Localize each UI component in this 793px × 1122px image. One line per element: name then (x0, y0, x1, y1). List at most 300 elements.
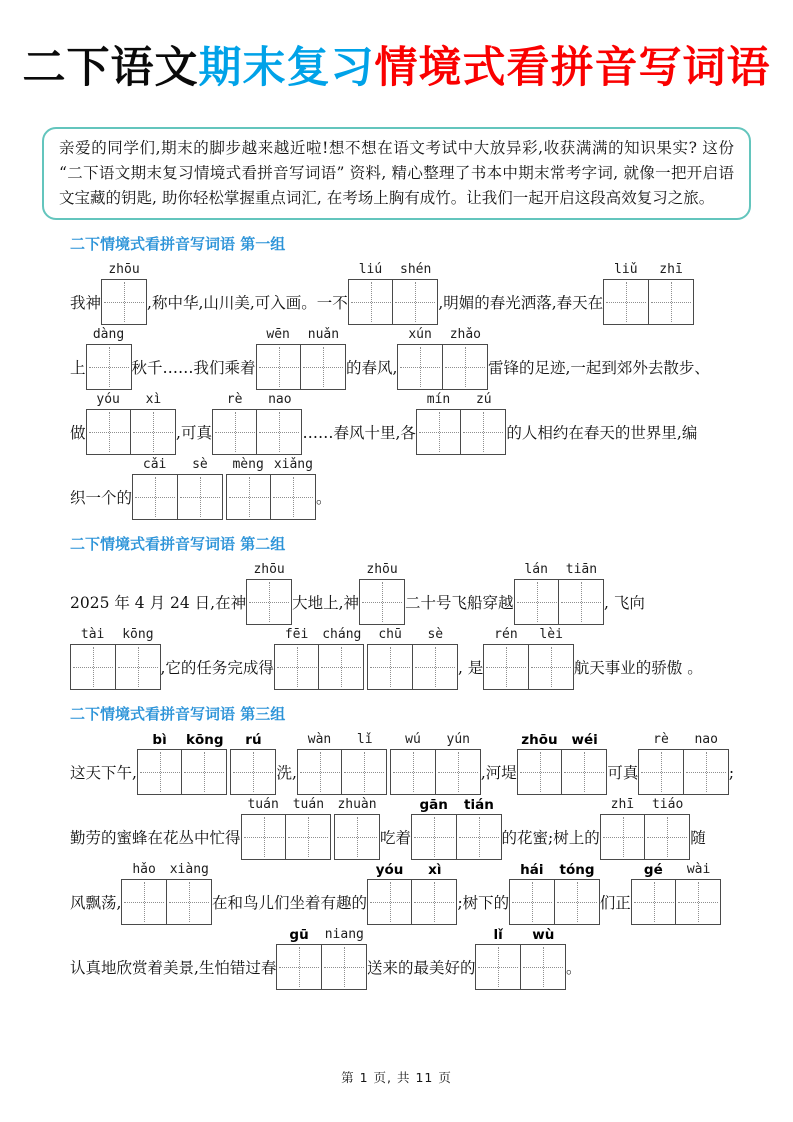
box-center-hline (634, 902, 674, 903)
pinyin-syllable: niang (324, 927, 364, 943)
writing-box[interactable] (483, 644, 529, 690)
pinyin-syllable: zhōu (253, 562, 285, 578)
writing-box[interactable] (334, 814, 380, 860)
pinyin-label-row (475, 926, 566, 944)
writing-box[interactable] (300, 344, 346, 390)
writing-box[interactable] (256, 344, 302, 390)
writing-box[interactable] (517, 749, 563, 795)
box-center-hline (244, 837, 284, 838)
pinyin-syllable: mèng (232, 457, 264, 473)
pinyin-label-row (241, 796, 332, 814)
pinyin-syllable: zhī (610, 797, 635, 813)
writing-box[interactable] (554, 879, 600, 925)
line-text: 这天下午, (70, 764, 137, 783)
writing-box-row (230, 749, 276, 795)
line-text: , 是 (457, 659, 484, 678)
pinyin-box-group (416, 391, 507, 455)
pinyin-box-group (121, 861, 212, 925)
pinyin-syllable: nao (694, 732, 718, 748)
writing-box-row (509, 879, 600, 925)
title-part-topic: 情境式看拼音写词语 (374, 43, 771, 93)
writing-box[interactable] (177, 474, 223, 520)
box-center-hline (370, 667, 410, 668)
pinyin-syllable: zhōu (521, 732, 558, 749)
writing-box[interactable] (416, 409, 462, 455)
writing-box[interactable] (285, 814, 331, 860)
pinyin-label-row (600, 796, 691, 814)
pinyin-syllable: xiǎng (273, 457, 313, 473)
writing-box[interactable] (397, 344, 443, 390)
pinyin-syllable: wú (405, 732, 421, 748)
writing-box-row (390, 749, 481, 795)
pinyin-syllable: lǐ (493, 927, 503, 944)
writing-box-row (367, 644, 458, 690)
line-text: 的人相约在春天的世界里,编 (506, 424, 698, 443)
writing-box[interactable] (412, 644, 458, 690)
writing-box-row (334, 814, 380, 860)
line-text: ,明媚的春光洒落,春天在 (438, 294, 604, 313)
line-text: 做 (70, 424, 86, 443)
line-text: 雷锋的足迹,一起到郊外去散步、 (487, 359, 710, 378)
writing-box[interactable] (132, 474, 178, 520)
pinyin-label-row (483, 626, 574, 644)
pinyin-syllable: zhōu (366, 562, 398, 578)
pinyin-syllable: cǎi (142, 457, 167, 473)
pinyin-label-row (230, 731, 276, 749)
writing-box[interactable] (675, 879, 721, 925)
pinyin-box-group (475, 926, 566, 990)
writing-box-row (517, 749, 608, 795)
box-center-hline (288, 837, 328, 838)
pinyin-box-group (334, 796, 380, 860)
box-center-hline (215, 432, 255, 433)
pinyin-syllable: mín (426, 392, 451, 408)
pinyin-label-row (411, 796, 502, 814)
line-text: 风飘荡, (70, 894, 122, 913)
box-center-hline (324, 967, 364, 968)
writing-box-row (631, 879, 722, 925)
pinyin-syllable: lèi (539, 627, 563, 643)
line-text: 二十号飞船穿越 (405, 594, 514, 613)
writing-box-row (274, 644, 365, 690)
line-text: 2025 年 4 月 24 日,在神 (70, 594, 247, 613)
pinyin-syllable: kōng (122, 627, 154, 643)
box-center-hline (73, 667, 113, 668)
box-center-hline (229, 497, 269, 498)
writing-box[interactable] (274, 644, 320, 690)
box-center-hline (169, 902, 209, 903)
writing-box[interactable] (561, 749, 607, 795)
pinyin-syllable: wēn (266, 327, 290, 343)
box-center-hline (259, 367, 299, 368)
box-center-hline (561, 602, 601, 603)
pinyin-syllable: dàng (92, 327, 125, 343)
pinyin-syllable: gé (643, 862, 663, 879)
pinyin-syllable: tiáo (651, 797, 684, 813)
writing-box[interactable] (509, 879, 555, 925)
pinyin-box-group (230, 731, 276, 795)
box-center-hline (184, 772, 224, 773)
writing-box-row (367, 879, 458, 925)
writing-box[interactable] (631, 879, 677, 925)
pinyin-syllable: rú (245, 732, 262, 749)
pinyin-label-row (132, 456, 223, 474)
pinyin-syllable: lán (524, 562, 548, 578)
pinyin-syllable: yóu (96, 392, 120, 408)
box-center-hline (395, 302, 435, 303)
line-text: 。 (565, 959, 582, 978)
writing-box-row (256, 344, 347, 390)
writing-box[interactable] (86, 344, 132, 390)
box-center-hline (512, 902, 552, 903)
writing-box[interactable] (121, 879, 167, 925)
box-center-hline (337, 837, 377, 838)
box-center-hline (273, 497, 313, 498)
pinyin-syllable: fēi (284, 627, 309, 643)
writing-box[interactable] (246, 579, 292, 625)
pinyin-label-row (509, 861, 600, 879)
line-text: 织一个的 (70, 489, 133, 508)
writing-box[interactable] (435, 749, 481, 795)
box-center-hline (279, 967, 319, 968)
box-center-hline (419, 432, 459, 433)
box-center-hline (300, 772, 340, 773)
box-center-hline (89, 367, 129, 368)
pinyin-box-group (359, 561, 405, 625)
writing-box[interactable] (367, 644, 413, 690)
writing-box[interactable] (390, 749, 436, 795)
pinyin-box-group (603, 261, 694, 325)
pinyin-label-row (397, 326, 488, 344)
writing-box[interactable] (212, 409, 258, 455)
box-center-hline (249, 602, 289, 603)
line-text: ; (728, 764, 735, 783)
box-center-hline (259, 432, 299, 433)
writing-box[interactable] (241, 814, 287, 860)
writing-box[interactable] (230, 749, 276, 795)
pinyin-label-row (276, 926, 367, 944)
box-center-hline (89, 432, 129, 433)
pinyin-label-row (514, 561, 605, 579)
pinyin-syllable: bì (152, 732, 167, 749)
line-text: 的花蜜;树上的 (501, 829, 600, 848)
box-center-hline (414, 902, 454, 903)
pinyin-syllable: liú (358, 262, 383, 278)
writing-box[interactable] (270, 474, 316, 520)
pinyin-syllable: shén (400, 262, 432, 278)
writing-box[interactable] (166, 879, 212, 925)
writing-box-row (101, 279, 147, 325)
writing-box[interactable] (603, 279, 649, 325)
worksheet-line (70, 861, 757, 925)
pinyin-box-group (246, 561, 292, 625)
pinyin-label-row (416, 391, 507, 409)
writing-box[interactable] (115, 644, 161, 690)
section-header: 二下情境式看拼音写词语 第三组 (70, 705, 286, 724)
pinyin-label-row (390, 731, 481, 749)
pinyin-syllable: wéi (571, 732, 598, 749)
pinyin-syllable: chū (378, 627, 402, 643)
writing-box[interactable] (359, 579, 405, 625)
pinyin-box-group (256, 326, 347, 390)
writing-box[interactable] (101, 279, 147, 325)
line-text: 大地上,神 (292, 594, 360, 613)
box-center-hline (303, 367, 343, 368)
pinyin-label-row (603, 261, 694, 279)
pinyin-label-row (297, 731, 388, 749)
pinyin-box-group (411, 796, 502, 860)
worksheet-line (70, 326, 757, 390)
line-text: 航天事业的骄傲 。 (573, 659, 703, 678)
pinyin-box-group (348, 261, 439, 325)
box-center-hline (124, 902, 164, 903)
writing-box[interactable] (528, 644, 574, 690)
pinyin-box-group (70, 626, 161, 690)
line-text: 洗, (276, 764, 297, 783)
line-text: 吃着 (380, 829, 412, 848)
pinyin-label-row (348, 261, 439, 279)
pinyin-box-group (274, 626, 365, 690)
writing-box[interactable] (683, 749, 729, 795)
writing-box[interactable] (520, 944, 566, 990)
writing-box[interactable] (442, 344, 488, 390)
pinyin-label-row (86, 391, 177, 409)
line-text: ,河堤 (480, 764, 517, 783)
writing-box[interactable] (341, 749, 387, 795)
pinyin-syllable: sè (427, 627, 444, 643)
line-text: 可真 (607, 764, 639, 783)
pinyin-box-group (241, 796, 332, 860)
box-center-hline (400, 367, 440, 368)
writing-box[interactable] (411, 879, 457, 925)
pinyin-syllable: wù (532, 927, 555, 944)
writing-box[interactable] (181, 749, 227, 795)
writing-box[interactable] (514, 579, 560, 625)
pinyin-label-row (121, 861, 212, 879)
pinyin-label-row (246, 561, 292, 579)
writing-box[interactable] (392, 279, 438, 325)
line-text: ;树下的 (457, 894, 510, 913)
box-center-hline (140, 772, 180, 773)
writing-box-row (600, 814, 691, 860)
line-text: , 飞向 (604, 594, 645, 613)
box-center-hline (277, 667, 317, 668)
writing-box[interactable] (256, 409, 302, 455)
writing-box[interactable] (558, 579, 604, 625)
writing-box[interactable] (456, 814, 502, 860)
pinyin-box-group (101, 261, 147, 325)
pinyin-syllable: sè (192, 457, 208, 473)
pinyin-syllable: hǎo (132, 862, 156, 878)
page-footer: 第 1 页, 共 11 页 (341, 1070, 452, 1085)
writing-box[interactable] (475, 944, 521, 990)
box-center-hline (517, 602, 557, 603)
writing-box-row (241, 814, 332, 860)
box-center-hline (321, 667, 361, 668)
writing-box[interactable] (70, 644, 116, 690)
writing-box-row (276, 944, 367, 990)
box-center-hline (233, 772, 273, 773)
line-text: 上 (70, 359, 86, 378)
pinyin-syllable: xì (428, 862, 442, 879)
line-text: ,称中华,山川美,可入画。一不 (147, 294, 348, 313)
line-text: 。 (316, 489, 332, 508)
writing-box[interactable] (86, 409, 132, 455)
writing-box[interactable] (276, 944, 322, 990)
box-center-hline (647, 837, 687, 838)
writing-box[interactable] (137, 749, 183, 795)
pinyin-box-group (638, 731, 729, 795)
pinyin-syllable: yóu (375, 862, 404, 879)
box-center-hline (344, 772, 384, 773)
box-center-hline (531, 667, 571, 668)
pinyin-box-group (390, 731, 481, 795)
line-text: 们正 (599, 894, 631, 913)
worksheet-line (70, 261, 757, 325)
box-center-hline (415, 667, 455, 668)
writing-box-row (86, 344, 132, 390)
line-text: 的春风, (346, 359, 398, 378)
pinyin-syllable: wàn (307, 732, 332, 748)
writing-box[interactable] (638, 749, 684, 795)
writing-box-row (514, 579, 605, 625)
box-center-hline (135, 497, 175, 498)
worksheet-line (70, 796, 757, 860)
line-text: 在和鸟儿们坐着有趣的 (211, 894, 367, 913)
pinyin-label-row (334, 796, 380, 814)
pinyin-box-group (132, 456, 223, 520)
writing-box-row (137, 749, 228, 795)
pinyin-label-row (367, 626, 458, 644)
pinyin-label-row (274, 626, 365, 644)
title-part-review: 期末复习 (198, 43, 375, 93)
pinyin-box-group (631, 861, 722, 925)
writing-box-row (132, 474, 223, 520)
pinyin-syllable: wài (686, 862, 711, 878)
line-text: 勤劳的蜜蜂在花丛中忙得 (70, 829, 241, 848)
pinyin-box-group (367, 626, 458, 690)
line-text: ,可真 (176, 424, 212, 443)
pinyin-syllable: cháng (322, 627, 362, 643)
line-text: 送来的最美好的 (366, 959, 476, 978)
box-center-hline (523, 967, 563, 968)
box-center-hline (651, 302, 691, 303)
writing-box-row (246, 579, 292, 625)
writing-box[interactable] (226, 474, 272, 520)
box-center-hline (362, 602, 402, 603)
pinyin-box-group (276, 926, 367, 990)
pinyin-syllable: tuán (247, 797, 279, 813)
pinyin-label-row (86, 326, 132, 344)
box-center-hline (486, 667, 526, 668)
writing-box-row (483, 644, 574, 690)
worksheet-line (70, 561, 757, 625)
section-group-1 (70, 233, 757, 520)
line-text: 我神 (70, 294, 102, 313)
writing-box[interactable] (411, 814, 457, 860)
line-text: ,它的任务完成得 (160, 659, 274, 678)
pinyin-box-group (367, 861, 458, 925)
writing-box[interactable] (648, 279, 694, 325)
writing-box-row (475, 944, 566, 990)
writing-box-row (603, 279, 694, 325)
section-group-2 (70, 533, 757, 690)
pinyin-label-row (212, 391, 303, 409)
writing-box[interactable] (460, 409, 506, 455)
pinyin-label-row (638, 731, 729, 749)
pinyin-box-group (397, 326, 488, 390)
pinyin-syllable: yún (446, 732, 470, 748)
writing-box-row (121, 879, 212, 925)
pinyin-label-row (517, 731, 608, 749)
pinyin-label-row (631, 861, 722, 879)
line-text: 认真地欣赏着美景,生怕错过春 (70, 959, 277, 978)
writing-box[interactable] (600, 814, 646, 860)
pinyin-box-group (600, 796, 691, 860)
box-center-hline (463, 432, 503, 433)
pinyin-syllable: tài (80, 627, 105, 643)
worksheet-line (70, 391, 757, 455)
pinyin-box-group (483, 626, 574, 690)
writing-box[interactable] (297, 749, 343, 795)
box-center-hline (370, 902, 410, 903)
box-center-hline (478, 967, 518, 968)
writing-box-row (638, 749, 729, 795)
box-center-hline (104, 302, 144, 303)
pinyin-syllable: rén (494, 627, 518, 643)
writing-box-row (348, 279, 439, 325)
pinyin-syllable: xiàng (169, 862, 209, 878)
writing-box-row (411, 814, 502, 860)
pinyin-syllable: zhōu (108, 262, 140, 278)
writing-box[interactable] (130, 409, 176, 455)
box-center-hline (118, 667, 158, 668)
box-center-hline (351, 302, 391, 303)
box-center-hline (641, 772, 681, 773)
page-title (0, 44, 793, 93)
pinyin-syllable: zhī (659, 262, 683, 278)
worksheet-line (70, 456, 757, 520)
box-center-hline (133, 432, 173, 433)
worksheet-sections (70, 233, 757, 990)
pinyin-syllable: rè (226, 392, 243, 408)
pinyin-syllable: hái (520, 862, 544, 879)
writing-box[interactable] (318, 644, 364, 690)
line-text: 秋千……我们乘着 (131, 359, 256, 378)
writing-box-row (397, 344, 488, 390)
box-center-hline (603, 837, 643, 838)
box-center-hline (564, 772, 604, 773)
pinyin-label-row (256, 326, 347, 344)
pinyin-syllable: zhǎo (449, 327, 481, 343)
pinyin-box-group (226, 456, 317, 520)
writing-box[interactable] (644, 814, 690, 860)
pinyin-label-row (137, 731, 228, 749)
pinyin-syllable: zú (475, 392, 492, 408)
pinyin-syllable: xún (408, 327, 432, 343)
pinyin-syllable: liǔ (614, 262, 638, 278)
writing-box[interactable] (321, 944, 367, 990)
pinyin-syllable: tóng (559, 862, 595, 879)
writing-box[interactable] (367, 879, 413, 925)
writing-box[interactable] (348, 279, 394, 325)
line-text: 随 (690, 829, 706, 848)
pinyin-syllable: gū (289, 927, 309, 944)
box-center-hline (180, 497, 220, 498)
pinyin-syllable: tián (464, 797, 494, 814)
worksheet-line (70, 626, 757, 690)
pinyin-syllable: zhuàn (337, 797, 377, 813)
